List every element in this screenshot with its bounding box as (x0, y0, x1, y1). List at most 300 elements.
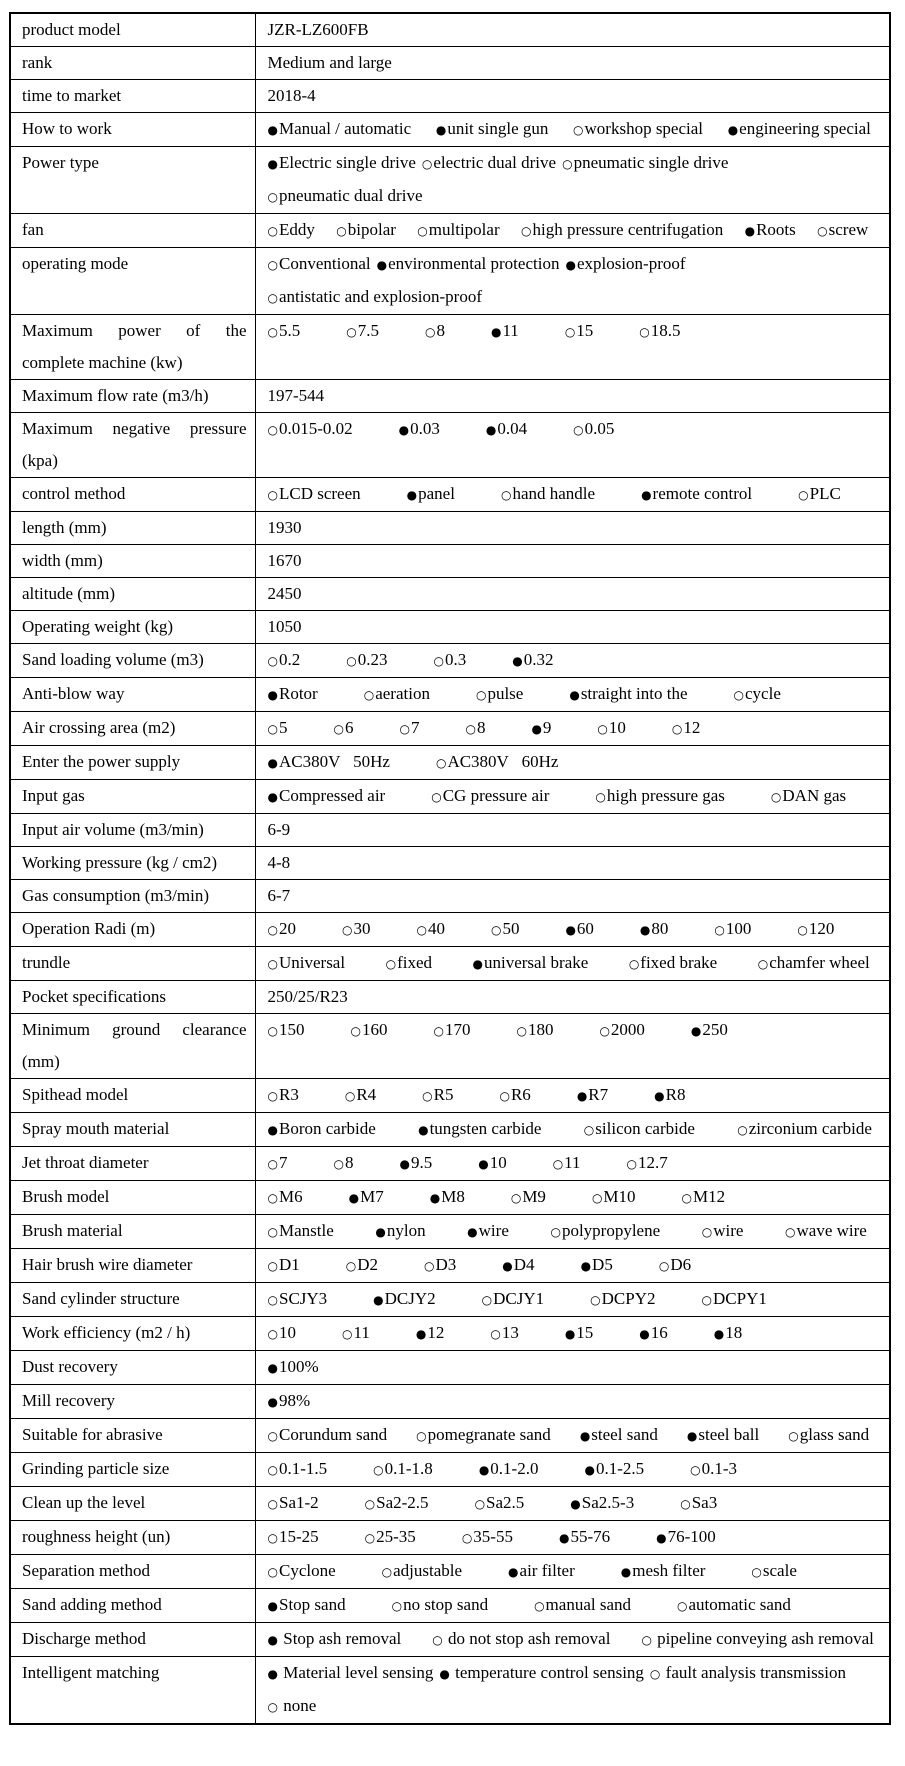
row-value-cell (255, 1555, 890, 1589)
option-label: air filter (519, 1561, 575, 1580)
option-label: 100 (725, 919, 752, 938)
option-item (475, 1487, 525, 1520)
row-value-cell (255, 47, 890, 80)
row-value-cell (255, 981, 890, 1014)
option-label: 8 (476, 718, 486, 737)
row-value-cell (255, 1385, 890, 1419)
radio-empty-icon: ○ (267, 224, 278, 238)
radio-empty-icon: ○ (500, 488, 512, 502)
option-item (508, 1555, 575, 1588)
option-label: PLC (809, 484, 841, 503)
option-label: AC380V 50Hz (278, 752, 390, 771)
option-item (486, 413, 527, 446)
row-label-cell (10, 214, 255, 248)
radio-empty-icon: ○ (267, 722, 278, 736)
row-value-cell (255, 644, 890, 678)
option-label: temperature control sensing (450, 1663, 644, 1682)
radio-empty-icon: ○ (562, 157, 573, 171)
option-item (650, 1657, 846, 1690)
radio-filled-icon: ● (512, 654, 523, 668)
row-value-cell (255, 1249, 890, 1283)
row-label: Dust recovery (22, 1357, 118, 1376)
option-label: manual sand (545, 1595, 631, 1614)
option-label: 0.03 (410, 419, 440, 438)
table-row (10, 1317, 890, 1351)
radio-empty-icon: ○ (267, 654, 278, 668)
table-row (10, 746, 890, 780)
option-item (416, 1419, 551, 1452)
radio-filled-icon: ● (375, 1225, 386, 1239)
option-label: unit single gun (447, 119, 549, 138)
option-item (599, 1014, 644, 1047)
row-label: Operation Radi (m) (22, 919, 156, 938)
option-item (565, 1317, 593, 1350)
radio-empty-icon: ○ (267, 1024, 278, 1038)
option-item (482, 1283, 545, 1316)
radio-empty-icon: ○ (788, 1429, 799, 1443)
option-item (430, 1181, 465, 1214)
option-label: Manstle (278, 1221, 334, 1240)
row-label: Air crossing area (m2) (22, 718, 176, 737)
option-item (590, 1283, 655, 1316)
option-label: 9 (542, 718, 552, 737)
row-label: Working pressure (kg / cm2) (22, 853, 218, 872)
option-label: 5.5 (278, 321, 301, 340)
option-label: chamfer wheel (769, 953, 870, 972)
radio-empty-icon: ○ (267, 957, 278, 971)
row-label: altitude (mm) (22, 584, 116, 603)
option-item (462, 1521, 513, 1554)
option-label: fixed brake (640, 953, 718, 972)
radio-empty-icon: ○ (336, 224, 347, 238)
radio-empty-icon: ○ (432, 1633, 443, 1647)
radio-filled-icon: ● (690, 1024, 702, 1038)
option-label: D3 (435, 1255, 457, 1274)
option-item (639, 1317, 667, 1350)
option-label: Electric single drive (278, 153, 416, 172)
option-label: D1 (278, 1255, 300, 1274)
option-item (559, 1521, 610, 1554)
row-value-text: Medium and large (267, 53, 392, 72)
row-value-cell (255, 545, 890, 578)
row-value-cell (255, 512, 890, 545)
table-row (10, 1351, 890, 1385)
radio-filled-icon: ● (656, 1531, 667, 1545)
row-label: Suitable for abrasive (22, 1425, 163, 1444)
radio-filled-icon: ● (641, 488, 652, 502)
row-label-cell (10, 746, 255, 780)
option-label: electric dual drive (433, 153, 557, 172)
option-item (521, 214, 723, 247)
row-value-cell (255, 13, 890, 47)
radio-empty-icon: ○ (431, 790, 442, 804)
row-label-cell (10, 80, 255, 113)
option-item (431, 780, 549, 813)
row-label: Grinding particle size (22, 1459, 170, 1478)
radio-empty-icon: ○ (267, 1463, 278, 1477)
option-label: steel sand (591, 1425, 658, 1444)
option-item (641, 1623, 873, 1656)
row-value-text: 2018-4 (267, 86, 316, 105)
option-item (581, 1249, 613, 1282)
row-label-cell (10, 1521, 255, 1555)
radio-empty-icon: ○ (267, 291, 278, 305)
row-label-cell (10, 1283, 255, 1317)
option-item (349, 1181, 384, 1214)
radio-filled-icon: ● (376, 258, 388, 272)
row-value-text: JZR-LZ600FB (267, 20, 369, 39)
radio-empty-icon: ○ (424, 1259, 435, 1273)
row-label: Power type (22, 153, 99, 172)
option-item (728, 113, 871, 146)
radio-filled-icon: ● (508, 1565, 519, 1579)
radio-empty-icon: ○ (267, 325, 278, 339)
option-item (569, 678, 687, 711)
radio-empty-icon: ○ (333, 1157, 344, 1171)
option-label: Sa2-2.5 (376, 1493, 429, 1512)
option-item (691, 1014, 728, 1047)
option-item (491, 913, 519, 946)
option-label: Corundum sand (278, 1425, 388, 1444)
option-label: workshop special (584, 119, 704, 138)
option-item (346, 644, 387, 677)
radio-empty-icon: ○ (521, 224, 532, 238)
table-row (10, 512, 890, 545)
option-label: 11 (353, 1323, 370, 1342)
option-item (553, 1147, 581, 1180)
radio-empty-icon: ○ (381, 1565, 393, 1579)
option-label: 0.015-0.02 (278, 419, 353, 438)
option-item (373, 1283, 436, 1316)
row-label: rank (22, 53, 53, 72)
option-item (467, 1215, 509, 1248)
option-item (439, 1657, 644, 1690)
radio-empty-icon: ○ (595, 790, 606, 804)
row-label: Brush material (22, 1221, 123, 1240)
option-item (512, 644, 553, 677)
radio-empty-icon: ○ (267, 423, 278, 437)
table-row (10, 13, 890, 47)
option-label: tungsten carbide (429, 1119, 542, 1138)
row-value-text: 1050 (267, 617, 302, 636)
row-value-text: 197-544 (267, 386, 325, 405)
radio-empty-icon: ○ (416, 923, 427, 937)
option-item (577, 1079, 608, 1112)
option-item (424, 1249, 456, 1282)
option-label: wire (478, 1221, 509, 1240)
radio-empty-icon: ○ (583, 1123, 595, 1137)
radio-empty-icon: ○ (399, 722, 410, 736)
radio-empty-icon: ○ (573, 423, 584, 437)
radio-empty-icon: ○ (798, 488, 809, 502)
radio-empty-icon: ○ (475, 688, 487, 702)
option-item (268, 147, 416, 180)
option-item (597, 712, 625, 745)
radio-empty-icon: ○ (649, 1667, 661, 1681)
row-value-cell (255, 315, 890, 380)
option-item (268, 248, 371, 281)
row-value-cell (255, 1079, 890, 1113)
option-label: Material level sensing (278, 1663, 434, 1682)
option-label: DCPY1 (713, 1289, 767, 1308)
radio-empty-icon: ○ (573, 123, 584, 137)
row-label-cell (10, 947, 255, 981)
option-item (333, 712, 353, 745)
row-label-cell (10, 248, 255, 315)
option-label: LCD screen (278, 484, 361, 503)
option-item (392, 1589, 488, 1622)
option-item (714, 913, 751, 946)
table-row (10, 1181, 890, 1215)
option-label: 80 (651, 919, 669, 938)
row-label: Sand cylinder structure (22, 1289, 180, 1308)
option-item (375, 1215, 425, 1248)
radio-filled-icon: ● (580, 1259, 592, 1273)
option-label: 60 (576, 919, 594, 938)
option-item (268, 1623, 402, 1656)
option-label: pneumatic dual drive (278, 186, 423, 205)
option-item (436, 113, 549, 146)
radio-filled-icon: ● (485, 423, 497, 437)
radio-empty-icon: ○ (564, 325, 576, 339)
radio-empty-icon: ○ (590, 1293, 601, 1307)
radio-filled-icon: ● (576, 1089, 588, 1103)
radio-empty-icon: ○ (591, 1191, 603, 1205)
radio-empty-icon: ○ (267, 1429, 278, 1443)
option-label: R7 (588, 1085, 609, 1104)
option-label: 13 (501, 1323, 519, 1342)
radio-filled-icon: ● (373, 1293, 384, 1307)
option-item (565, 248, 685, 281)
option-item (499, 1079, 530, 1112)
option-item (373, 1453, 433, 1486)
radio-empty-icon: ○ (677, 1599, 688, 1613)
page (0, 12, 905, 1766)
option-item (399, 712, 419, 745)
row-label: Mill recovery (22, 1391, 115, 1410)
option-item (491, 315, 519, 348)
option-label: 40 (427, 919, 445, 938)
radio-empty-icon: ○ (770, 790, 782, 804)
row-label-cell (10, 47, 255, 80)
row-label: Input air volume (m3/min) (22, 820, 204, 839)
row-value-text: 6-9 (267, 820, 291, 839)
option-label: 160 (361, 1020, 388, 1039)
option-label: adjustable (393, 1561, 463, 1580)
option-item (346, 1249, 378, 1282)
row-label-cell (10, 545, 255, 578)
table-row (10, 1589, 890, 1623)
row-label-cell (10, 981, 255, 1014)
radio-filled-icon: ● (478, 1157, 489, 1171)
option-label: high pressure gas (606, 786, 725, 805)
option-label: scale (762, 1561, 797, 1580)
option-label: D5 (592, 1255, 613, 1274)
row-label-cell (10, 1181, 255, 1215)
row-value-cell (255, 113, 890, 147)
row-label: Discharge method (22, 1629, 146, 1648)
row-value-cell (255, 1014, 890, 1079)
row-value-cell (255, 1419, 890, 1453)
radio-empty-icon: ○ (681, 1191, 693, 1205)
row-label: Enter the power supply (22, 752, 181, 771)
option-label: CG pressure air (442, 786, 550, 805)
option-label: DAN gas (782, 786, 847, 805)
radio-filled-icon: ● (406, 488, 418, 502)
option-label: 18 (725, 1323, 743, 1342)
radio-filled-icon: ● (620, 1565, 632, 1579)
option-item (465, 712, 485, 745)
row-label: Jet throat diameter (22, 1153, 149, 1172)
option-label: automatic sand (688, 1595, 791, 1614)
option-label: 12 (427, 1323, 445, 1342)
radio-empty-icon: ○ (267, 1191, 278, 1205)
table-row (10, 780, 890, 814)
option-item (417, 214, 499, 247)
radio-empty-icon: ○ (751, 1565, 762, 1579)
option-label: Stop sand (278, 1595, 346, 1614)
radio-filled-icon: ● (267, 1123, 278, 1137)
option-item (682, 1181, 726, 1214)
option-label: pomegranate sand (427, 1425, 551, 1444)
option-item (365, 1487, 429, 1520)
row-label: Hair brush wire diameter (22, 1255, 193, 1274)
row-label: How to work (22, 119, 112, 138)
radio-filled-icon: ● (570, 1497, 581, 1511)
option-label: aeration (375, 684, 430, 703)
row-value-cell (255, 913, 890, 947)
radio-empty-icon: ○ (267, 1157, 278, 1171)
row-label: Intelligent matching (22, 1663, 160, 1682)
option-label: no stop sand (403, 1595, 489, 1614)
option-item (570, 1487, 634, 1520)
row-label: Operating weight (kg) (22, 617, 174, 636)
option-item (550, 1215, 660, 1248)
row-label: roughness height (un) (22, 1527, 171, 1546)
row-value-cell (255, 1351, 890, 1385)
option-label: mesh filter (632, 1561, 706, 1580)
option-label: 11 (502, 321, 519, 340)
radio-filled-icon: ● (569, 688, 580, 702)
radio-empty-icon: ○ (550, 1225, 561, 1239)
radio-empty-icon: ○ (333, 722, 344, 736)
row-label-cell (10, 644, 255, 678)
row-label: time to market (22, 86, 122, 105)
option-item (788, 1419, 869, 1452)
table-row (10, 1623, 890, 1657)
option-label: 76-100 (667, 1527, 716, 1546)
radio-empty-icon: ○ (363, 688, 375, 702)
row-value-text: 1670 (267, 551, 302, 570)
option-label: 15 (576, 1323, 594, 1342)
option-label: fixed (397, 953, 432, 972)
option-label: Cyclone (278, 1561, 336, 1580)
row-label-cell (10, 380, 255, 413)
row-label: fan (22, 220, 44, 239)
radio-filled-icon: ● (713, 1327, 725, 1341)
option-item (422, 1079, 453, 1112)
option-label: 15-25 (278, 1527, 319, 1546)
table-row (10, 947, 890, 981)
radio-empty-icon: ○ (267, 1700, 278, 1714)
option-label: DCPY2 (601, 1289, 656, 1308)
option-item (737, 1113, 872, 1146)
row-value-cell (255, 248, 890, 315)
radio-empty-icon: ○ (534, 1599, 545, 1613)
option-item (573, 113, 703, 146)
row-value-cell (255, 611, 890, 644)
row-value-cell (255, 1113, 890, 1147)
option-item (432, 1623, 610, 1656)
option-label: 9.5 (410, 1153, 433, 1172)
row-label-cell (10, 413, 255, 478)
option-item (382, 1555, 462, 1588)
radio-filled-icon: ● (686, 1429, 698, 1443)
option-item (595, 780, 725, 813)
spec-table-body (10, 13, 890, 1724)
radio-empty-icon: ○ (516, 1024, 527, 1038)
row-label-cell (10, 1079, 255, 1113)
table-row (10, 712, 890, 746)
radio-empty-icon: ○ (481, 1293, 493, 1307)
option-item (333, 1147, 353, 1180)
option-label: do not stop ash removal (443, 1629, 611, 1648)
option-label: 7 (278, 1153, 288, 1172)
table-row (10, 1487, 890, 1521)
radio-filled-icon: ● (579, 1429, 591, 1443)
option-item (502, 1249, 534, 1282)
radio-empty-icon: ○ (350, 1024, 361, 1038)
option-item (418, 1113, 541, 1146)
option-label: 10 (489, 1153, 507, 1172)
radio-empty-icon: ○ (785, 1225, 796, 1239)
row-value-text: 2450 (267, 584, 302, 603)
option-item (268, 1657, 434, 1690)
option-label: 0.1-3 (701, 1459, 738, 1478)
option-item (621, 1555, 706, 1588)
option-item (268, 1589, 346, 1622)
row-value-cell (255, 413, 890, 478)
option-label: 12.7 (638, 1153, 668, 1172)
option-label: D6 (670, 1255, 692, 1274)
table-row (10, 1385, 890, 1419)
option-item (478, 1147, 506, 1180)
option-item (654, 1079, 685, 1112)
option-item (680, 1487, 717, 1520)
row-value-text: 4-8 (267, 853, 291, 872)
row-label: Maximum negative pressure (kpa) (22, 419, 247, 470)
option-item (268, 281, 483, 314)
radio-filled-icon: ● (267, 1633, 278, 1647)
radio-empty-icon: ○ (639, 325, 650, 339)
radio-filled-icon: ● (267, 1667, 278, 1681)
table-row (10, 545, 890, 578)
radio-empty-icon: ○ (510, 1191, 522, 1205)
row-value-cell (255, 746, 890, 780)
option-label: polypropylene (561, 1221, 661, 1240)
radio-empty-icon: ○ (417, 224, 428, 238)
radio-empty-icon: ○ (346, 325, 357, 339)
option-label: universal brake (483, 953, 589, 972)
option-label: Sa2.5 (486, 1493, 525, 1512)
option-label: environmental protection (388, 254, 560, 273)
radio-empty-icon: ○ (714, 923, 725, 937)
option-item (268, 113, 412, 146)
option-label: Rotor (278, 684, 318, 703)
option-item (268, 1419, 388, 1452)
row-label-cell (10, 1555, 255, 1589)
option-item (268, 746, 390, 779)
